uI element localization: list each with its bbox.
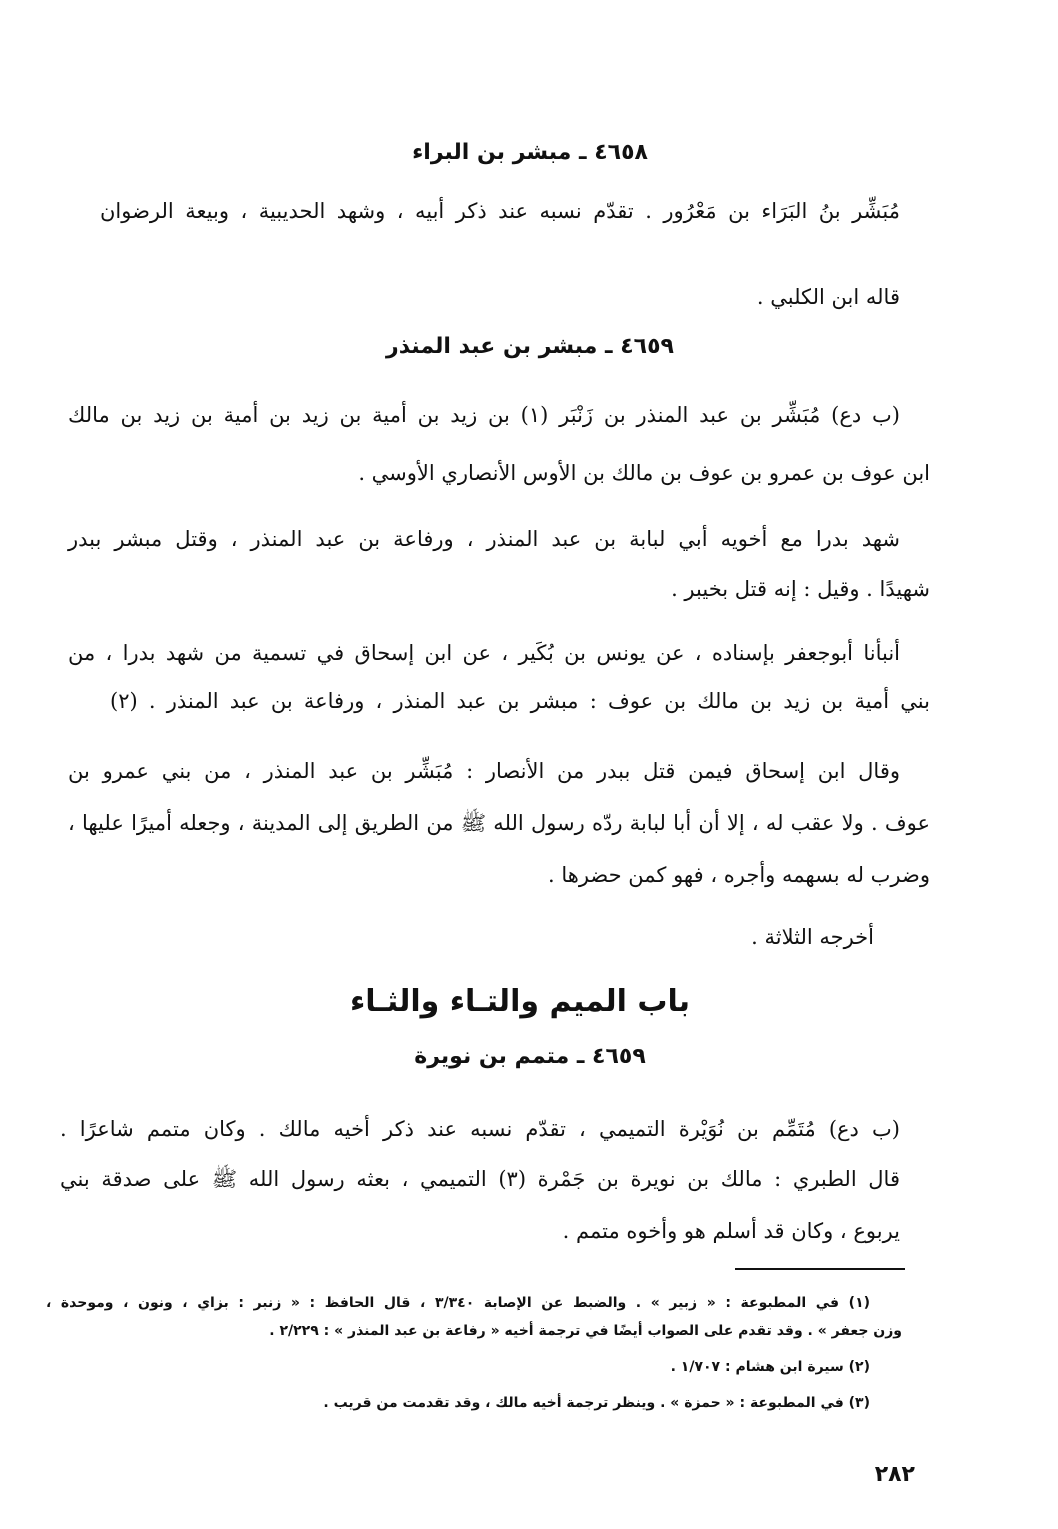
footnote-3: (٣) في المطبوعة : « حمزة » . وينظر ترجمة أخيه مالك ، وقد تقدمت من قريب . — [323, 1395, 870, 1411]
page-number: ٢٨٢ — [874, 1462, 915, 1487]
footnote-2: (٢) سيرة ابن هشام : ١/٧٠٧ . — [670, 1359, 870, 1375]
entry-4659-p2-line-2: شهيدًا . وقيل : إنه قتل بخيبر . — [671, 577, 930, 601]
entry-heading-4659-mubashshir: ٤٦٥٩ ـ مبشر بن عبد المنذر — [386, 334, 674, 359]
footnote-1-line-1: (١) في المطبوعة : « زبير » . والضبط عن الإصابة ٣/٣٤٠ ، قال الحافظ : « زنبر : بزاي ، ونون ، وموحدة ، — [46, 1295, 871, 1311]
entry-heading-mutammim: ٤٦٥٩ ـ متمم بن نويرة — [414, 1044, 646, 1069]
entry-mutammim-line-3: يربوع ، وكان قد أسلم هو وأخوه متمم . — [562, 1219, 900, 1243]
entry-mutammim-line-2: قال الطبري : مالك بن نويرة بن جَمْرة (٣) التميمي ، بعثه رسول الله ﷺ على صدقة بني — [60, 1167, 900, 1191]
entry-4658-line-2: قاله ابن الكلبي . — [756, 285, 900, 309]
entry-4659-p5-line-1: أخرجه الثلاثة . — [751, 925, 874, 949]
section-title: باب الميم والتـاء والثـاء — [349, 984, 691, 1019]
entry-4659-p1-line-2: ابن عوف بن عمرو بن عوف بن مالك بن الأوس الأنصاري الأوسي . — [358, 461, 930, 485]
entry-4659-p2-line-1: شهد بدرا مع أخويه أبي لبابة بن عبد المنذر ، ورفاعة بن عبد المنذر ، وقتل مبشر ببدر — [68, 527, 900, 551]
footnote-divider — [735, 1268, 905, 1270]
entry-4659-p1-line-1: (ب دع) مُبَشِّر بن عبد المنذر بن زَنْبَر (١) بن زيد بن أمية بن زيد بن أمية بن زيد بن مالك — [68, 403, 900, 427]
entry-mutammim-line-1: (ب دع) مُتَمِّم بن نُوَيْرة التميمي ، تقدّم نسبه عند ذكر أخيه مالك . وكان متمم شاعرًا . — [60, 1117, 900, 1141]
footnote-1-line-2: وزن جعفر » . وقد تقدم على الصواب أيضًا في ترجمة أخيه « رفاعة بن عبد المنذر » : ٢/٢٢٩ . — [269, 1323, 902, 1339]
entry-4659-p4-line-3: وضرب له بسهمه وأجره ، فهو كمن حضرها . — [548, 863, 930, 887]
entry-4659-p4-line-1: وقال ابن إسحاق فيمن قتل ببدر من الأنصار : مُبَشِّر بن عبد المنذر ، من بني عمرو بن — [68, 759, 900, 783]
entry-heading-4658: ٤٦٥٨ ـ مبشر بن البراء — [412, 140, 648, 165]
entry-4659-p4-line-2: عوف . ولا عقب له ، إلا أن أبا لبابة ردّه رسول الله ﷺ من الطريق إلى المدينة ، وجعله أميرًا عليها ، — [68, 811, 930, 835]
entry-4659-p3-line-2: بني أمية بن زيد بن مالك بن عوف : مبشر بن عبد المنذر ، ورفاعة بن عبد المنذر . (٢) — [110, 689, 930, 713]
entry-4659-p3-line-1: أنبأنا أبوجعفر بإسناده ، عن يونس بن بُكَير ، عن ابن إسحاق في تسمية من شهد بدرا ، من — [68, 641, 900, 665]
entry-4658-line-1: مُبَشِّر بنُ البَرَاء بن مَعْرُور . تقدّم نسبه عند ذكر أبيه ، وشهد الحديبية ، وبيعة الرضوان — [100, 199, 900, 223]
